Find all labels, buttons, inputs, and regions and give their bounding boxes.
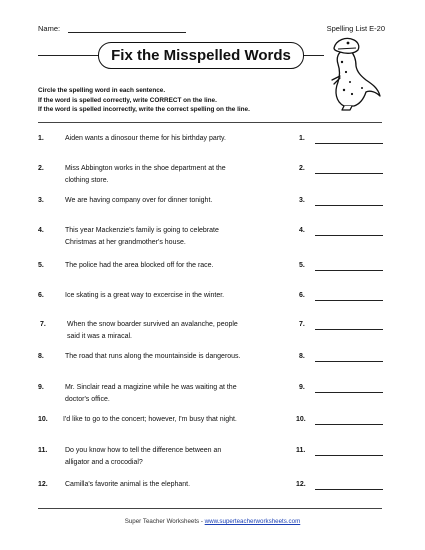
footer [0, 518, 425, 525]
question-number: 1. [38, 135, 44, 142]
dinosaur-mascot-icon [326, 32, 384, 112]
answer-number: 12. [296, 481, 306, 488]
answer-line[interactable] [315, 329, 383, 330]
instruction-line: If the word is spelled incorrectly, write the correct spelling on the line. [38, 106, 250, 114]
answer-line[interactable] [315, 361, 383, 362]
sentence-line: This year Mackenzie's family is going to celebrate [65, 227, 219, 234]
question-number: 3. [38, 197, 44, 204]
answer-number: 11. [296, 447, 306, 454]
footer-link[interactable]: www.superteacherworksheets.com [204, 518, 301, 525]
spelling-list-id: Spelling List E-20 [326, 24, 385, 33]
sentence-line: The police had the area blocked off for the race. [65, 262, 214, 269]
sentence-line: We are having company over for dinner tonight. [65, 197, 213, 204]
sentence-line: The road that runs along the mountainside is dangerous. [65, 353, 241, 360]
question-sentence[interactable] [65, 351, 295, 363]
answer-line[interactable] [315, 270, 383, 271]
sentence-line: Do you know how to tell the difference between an [65, 447, 222, 454]
question-sentence[interactable] [65, 479, 295, 491]
name-field[interactable] [38, 24, 186, 33]
answer-line[interactable] [315, 143, 383, 144]
header-rule-right [302, 55, 324, 56]
question-number: 11. [38, 447, 48, 454]
question-sentence[interactable] [65, 195, 295, 207]
name-label: Name: [38, 24, 61, 33]
question-sentence[interactable] [65, 382, 295, 405]
instructions [38, 86, 250, 115]
sentence-line: said it was a miracal. [67, 332, 132, 340]
answer-line[interactable] [315, 235, 383, 236]
answer-number: 8. [299, 353, 305, 360]
instruction-line: If the word is spelled correctly, write CORRECT on the line. [38, 96, 217, 104]
answer-line[interactable] [315, 173, 383, 174]
question-sentence[interactable] [65, 133, 295, 145]
answer-line[interactable] [315, 455, 383, 456]
answer-number: 1. [299, 135, 305, 142]
question-number: 6. [38, 292, 44, 299]
question-number: 8. [38, 353, 44, 360]
question-sentence[interactable] [63, 414, 293, 426]
sentence-line: clothing store. [65, 176, 109, 184]
question-number: 10. [38, 416, 48, 423]
question-number: 4. [38, 227, 44, 234]
instruction-line: Circle the spelling word in each sentence. [38, 87, 166, 94]
answer-number: 9. [299, 384, 305, 391]
sentence-line: Aiden wants a dinosour theme for his birthday party. [65, 135, 226, 142]
answer-number: 10. [296, 416, 306, 423]
footer-separator: - [199, 518, 205, 525]
answer-line[interactable] [315, 392, 383, 393]
question-sentence[interactable] [65, 225, 295, 248]
question-number: 9. [38, 384, 44, 391]
question-sentence[interactable] [65, 260, 295, 272]
answer-number: 7. [299, 321, 305, 328]
question-number: 2. [38, 165, 44, 172]
sentence-line: Mr. Sinclair read a magizine while he was waiting at the [65, 384, 237, 391]
footer-brand: Super Teacher Worksheets [124, 518, 200, 525]
worksheet-title: Fix the Misspelled Words [98, 42, 304, 69]
answer-number: 6. [299, 292, 305, 299]
answer-number: 2. [299, 165, 305, 172]
question-sentence[interactable] [65, 445, 295, 468]
answer-number: 3. [299, 197, 305, 204]
sentence-line: alligator and a crocodial? [65, 458, 143, 466]
question-sentence[interactable] [65, 163, 295, 186]
answer-line[interactable] [315, 300, 383, 301]
sentence-line: Camilla's favorite animal is the elephant. [65, 481, 191, 488]
sentence-line: When the snow boarder survived an avalanche, people [67, 321, 238, 328]
sentence-line: Miss Abbington works in the shoe department at the [65, 165, 226, 172]
question-sentence[interactable] [65, 290, 295, 302]
question-sentence[interactable] [67, 319, 297, 342]
question-number: 5. [38, 262, 44, 269]
question-number: 7. [40, 321, 46, 328]
sentence-line: Ice skating is a great way to excercise in the winter. [65, 292, 225, 299]
sentence-line: I'd like to go to the concert; however, I'm busy that night. [63, 416, 237, 423]
answer-line[interactable] [315, 424, 383, 425]
answer-line[interactable] [315, 489, 383, 490]
answer-line[interactable] [315, 205, 383, 206]
sentence-line: doctor's office. [65, 395, 110, 403]
sentence-line: Christmas at her grandmother's house. [65, 238, 186, 246]
divider-bottom [38, 508, 382, 509]
divider-top [38, 122, 382, 123]
name-line[interactable] [68, 32, 186, 33]
question-number: 12. [38, 481, 48, 488]
answer-number: 4. [299, 227, 305, 234]
answer-number: 5. [299, 262, 305, 269]
